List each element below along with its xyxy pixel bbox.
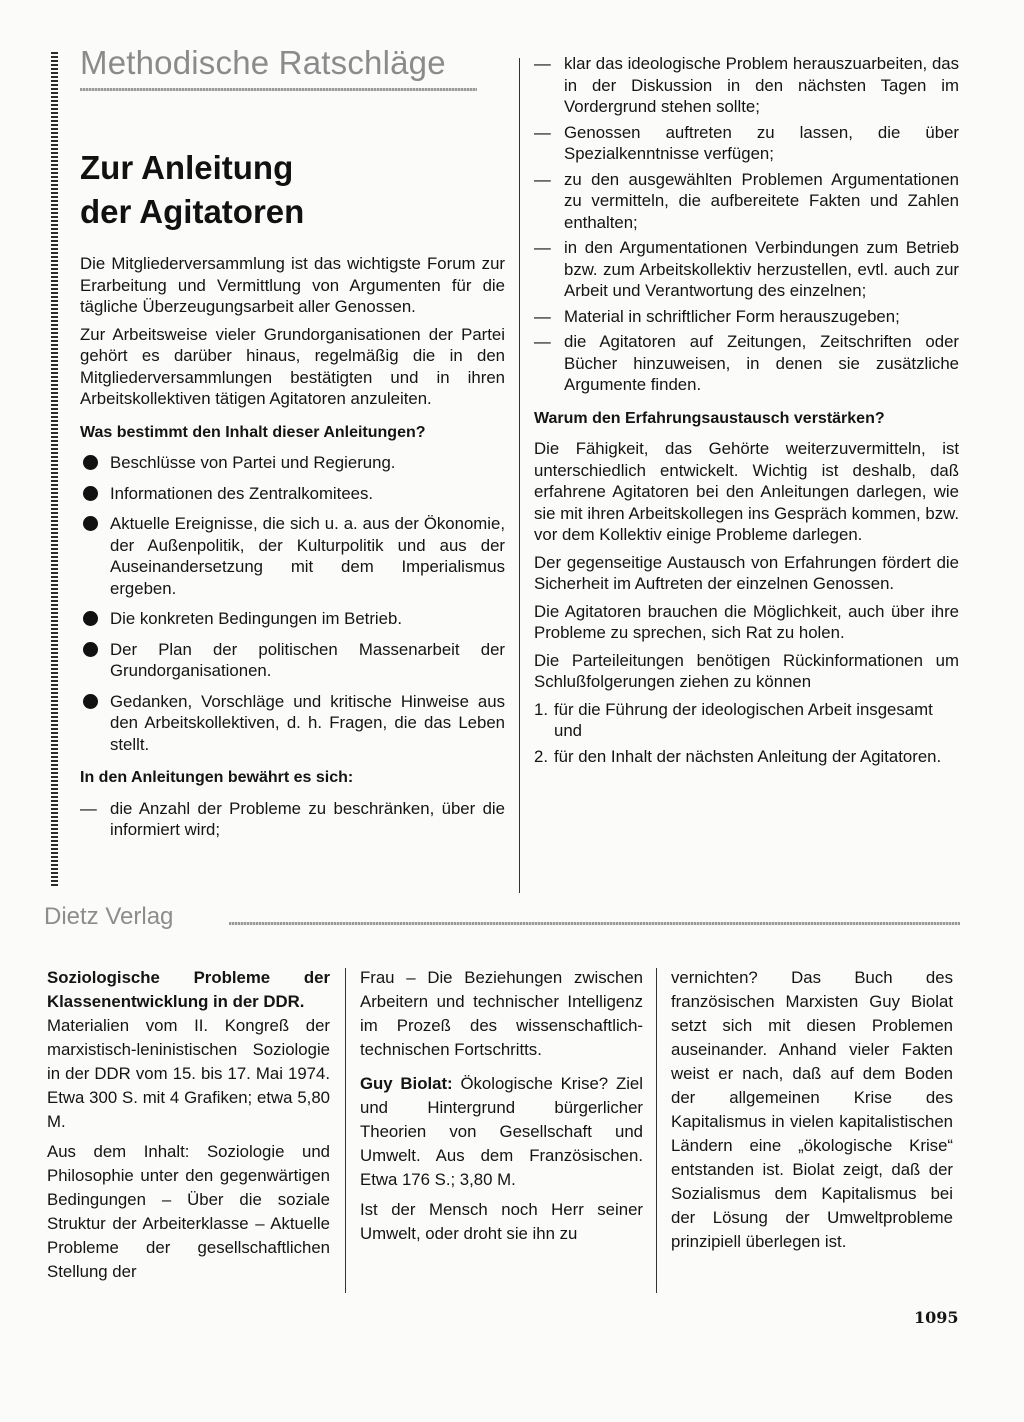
dash-item: — Genossen auftreten zu lassen, die über Spezialkenntnisse verfügen; bbox=[534, 122, 959, 163]
publisher-name: Dietz Verlag bbox=[44, 903, 174, 930]
bullet-item: Die konkreten Bedingungen im Betrieb. bbox=[80, 608, 505, 630]
article-title bbox=[80, 146, 500, 234]
intro-paragraph-2: Zur Arbeitsweise vieler Grundorganisationen der Partei gehört es darüber hinaus, regelmäßig die in den Mitgliederversammlungen bestätigten und in ihren Arbeitskollektiven tätigen Agitatoren anzuleiten. bbox=[80, 324, 505, 408]
dash-item: — in den Argumentationen Verbindungen zum Betrieb bzw. zum Arbeitskollektiv herzustellen, evtl. auch zur Arbeit und Verantwortung des einzelnen; bbox=[534, 238, 959, 300]
publisher-rule bbox=[229, 922, 960, 925]
bullet-item: Informationen des Zentralkomitees. bbox=[80, 483, 505, 505]
numbered-item: 1. für die Führung der ideologischen Arbeit insgesamt und bbox=[534, 699, 933, 740]
book-column-2 bbox=[360, 966, 643, 1246]
article-title-line2: der Agitatoren bbox=[80, 193, 305, 230]
book-desc-1: Materialien vom II. Kongreß der marxistisch-leninistischen Soziologie in der DDR vom 15. bis 17. Mai 1974. Etwa 300 S. mit 4 Grafiken; etwa 5,80 M. bbox=[47, 1016, 330, 1131]
column-divider bbox=[519, 58, 520, 893]
subheading-practices: In den Anleitungen bewährt es sich: bbox=[80, 769, 354, 786]
dash-item: — die Anzahl der Probleme zu beschränken, über die informiert wird; bbox=[80, 798, 505, 839]
book-text-3: vernichten? Das Buch des französischen Marxisten Guy Biolat setzt sich mit diesen Problemen auseinander. Anhand vieler Fakten weist er nach, daß auf dem Boden der allgemeinen Krise des Kapitalismus in vielen kapitalistischen Ländern eine „ökologische Krise“ entstanden ist. Biolat zeigt, daß der Sozialismus dem Kapitalismus bei der Lösung der Umweltprobleme prinzipiell überlegen ist. bbox=[671, 968, 953, 1251]
book-title-1: Soziologische Probleme der Klassenentwicklung in der DDR. bbox=[47, 968, 330, 1011]
bullet-icon bbox=[83, 642, 98, 657]
dash-marker: — bbox=[80, 798, 97, 818]
book-title-2: Guy Biolat: Ökologische Krise? Ziel und Hintergrund bürgerlicher Theorien von Gesellschaft und Umwelt. Aus dem Französischen. Etwa 176 S.; 3,80 M. bbox=[360, 1074, 643, 1189]
bullet-item: Gedanken, Vorschläge und kritische Hinweise aus den Arbeitskollektiven, d. h. Fragen, die das Leben stellt. bbox=[80, 691, 505, 756]
subheading-content: Was bestimmt den Inhalt dieser Anleitungen? bbox=[80, 423, 426, 441]
exchange-paragraph-1: Die Fähigkeit, das Gehörte weiterzuvermitteln, ist unterschiedlich entwickelt. Wichtig ist deshalb, daß erfahrene Agitatoren bei den Anleitungen darlegen, wie sie mit ihren Arbeitskollegen ins Gespräch kommen, bzw. vor dem Kollektiv einige Probleme darlegen. bbox=[534, 439, 959, 544]
book-column-divider bbox=[656, 968, 657, 1293]
bullet-icon bbox=[83, 455, 98, 470]
dash-item: — die Agitatoren auf Zeitungen, Zeitschriften oder Bücher hinzuweisen, in denen sie zusätzliche Argumente finden. bbox=[534, 332, 959, 394]
section-title: Methodische Ratschläge bbox=[80, 44, 446, 81]
book-column-1 bbox=[47, 966, 330, 1284]
subheading-exchange: Warum den Erfahrungsaustausch verstärken? bbox=[534, 409, 885, 427]
dash-item: — Material in schriftlicher Form herauszugeben; bbox=[534, 306, 900, 326]
dash-marker: — bbox=[534, 169, 551, 189]
book-content-2: Frau – Die Beziehungen zwischen Arbeitern und technischer Intelligenz im Prozeß des wissenschaftlich-technischen Fortschritts. bbox=[360, 968, 643, 1059]
bullet-item: Der Plan der politischen Massenarbeit der Grundorganisationen. bbox=[80, 639, 505, 682]
article-title-line1: Zur Anleitung bbox=[80, 149, 294, 186]
dash-marker: — bbox=[534, 332, 551, 351]
numbered-item: 2. für den Inhalt der nächsten Anleitung der Agitatoren. bbox=[534, 746, 942, 766]
book-content-1: Aus dem Inhalt: Soziologie und Philosophie unter den gegenwärtigen Bedingungen – Über die soziale Struktur der Arbeiterklasse – Aktuelle Probleme der gesellschaftlichen Stellung der bbox=[47, 1142, 330, 1281]
left-dotted-border bbox=[51, 52, 58, 887]
book-text-2: Ist der Mensch noch Herr seiner Umwelt, oder droht sie ihn zu bbox=[360, 1200, 643, 1243]
bullet-icon bbox=[83, 486, 98, 501]
book-author-2: Guy Biolat: bbox=[360, 1074, 453, 1093]
dash-marker: — bbox=[534, 54, 551, 73]
bullet-item: Aktuelle Ereignisse, die sich u. a. aus der Ökonomie, der Außenpolitik, der Kulturpolitik und aus der Auseinandersetzung mit dem Imperialismus ergeben. bbox=[80, 513, 505, 599]
exchange-paragraph-3: Die Agitatoren brauchen die Möglichkeit, auch über ihre Probleme zu sprechen, sich Rat zu holen. bbox=[534, 601, 959, 642]
bullet-icon bbox=[83, 516, 98, 531]
exchange-paragraph-2: Der gegenseitige Austausch von Erfahrungen fördert die Sicherheit im Auftreten der einzelnen Genossen. bbox=[534, 552, 959, 593]
left-column bbox=[80, 253, 505, 845]
dash-marker: — bbox=[534, 238, 551, 257]
exchange-paragraph-4: Die Parteileitungen benötigen Rückinformationen um Schlußfolgerungen ziehen zu können bbox=[534, 650, 959, 691]
bullet-icon bbox=[83, 694, 98, 709]
dash-marker: — bbox=[534, 122, 551, 142]
dash-marker: — bbox=[534, 306, 551, 326]
bullet-icon bbox=[83, 611, 98, 626]
section-title-rule bbox=[80, 88, 477, 91]
book-column-3 bbox=[671, 966, 953, 1254]
page-number: 1095 bbox=[914, 1308, 959, 1327]
dash-item: — klar das ideologische Problem herauszuarbeiten, das in der Diskussion in den nächsten Tagen im Vordergrund stehen sollte; bbox=[534, 54, 959, 116]
intro-paragraph-1: Die Mitgliederversammlung ist das wichtigste Forum zur Erarbeitung und Vermittlung von Argumenten für die tägliche Überzeugungsarbeit aller Genossen. bbox=[80, 254, 505, 316]
book-column-divider bbox=[345, 968, 346, 1293]
bullet-item: Beschlüsse von Partei und Regierung. bbox=[80, 452, 505, 474]
right-column bbox=[534, 53, 959, 771]
publisher-logo bbox=[44, 903, 173, 931]
dash-item: — zu den ausgewählten Problemen Argumentationen zu vermitteln, die aufbereitete Fakten und Zahlen enthalten; bbox=[534, 169, 959, 232]
